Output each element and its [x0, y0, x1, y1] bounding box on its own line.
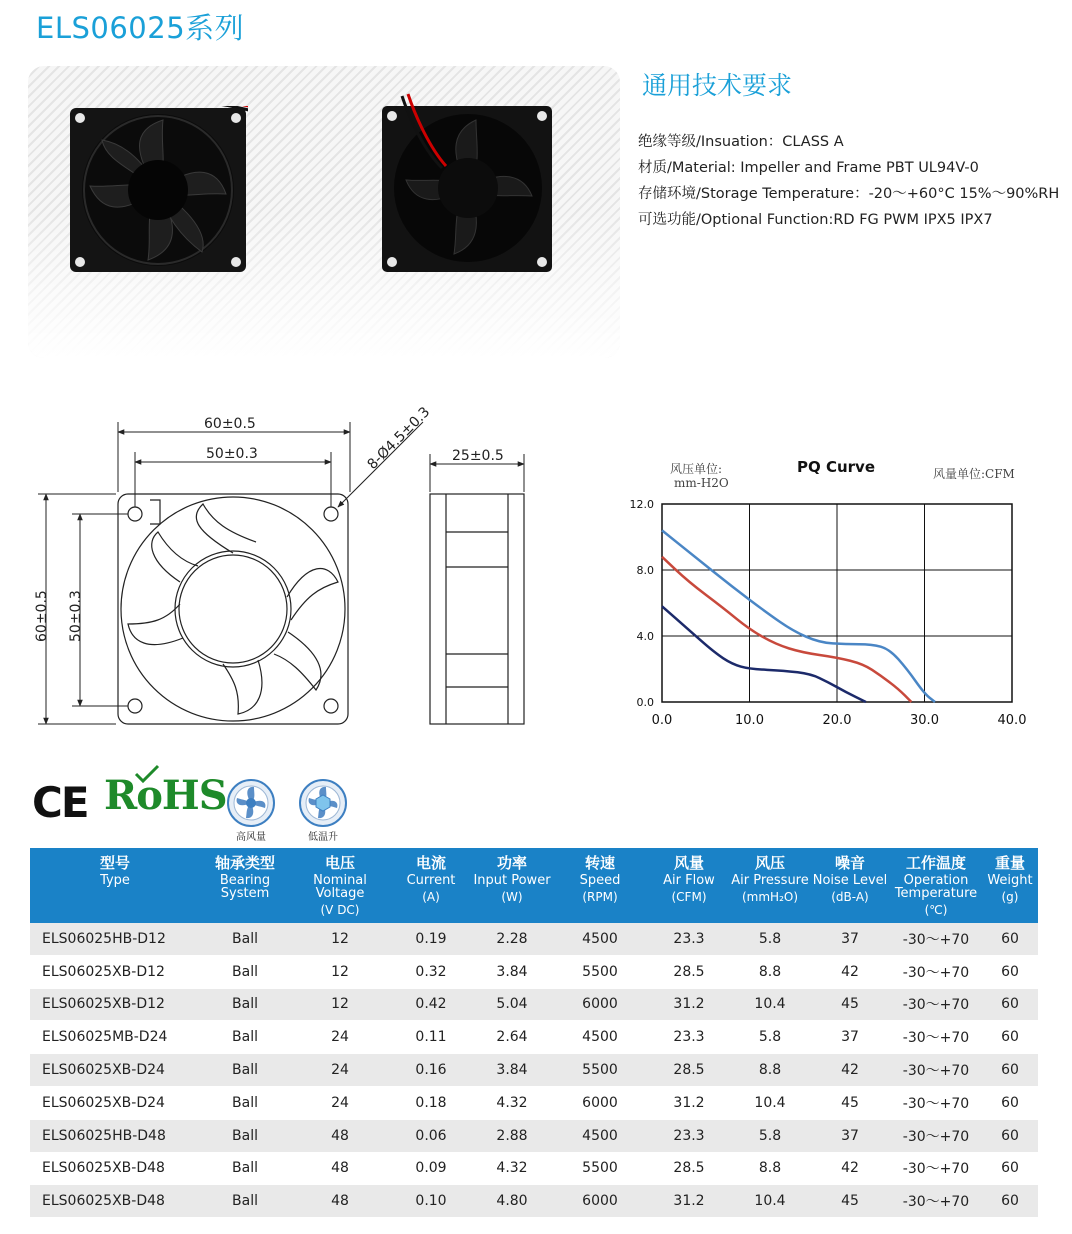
column-header-en: Speed	[579, 873, 621, 888]
table-cell: 0.11	[390, 1021, 472, 1054]
technical-drawing	[28, 392, 548, 742]
table-cell: 42	[810, 1054, 890, 1087]
table-cell: 8.8	[730, 1152, 810, 1185]
chart-xlabel: 风量单位:CFM	[933, 467, 1015, 481]
table-cell: 28.5	[648, 1152, 730, 1185]
table-cell: 10.4	[730, 1086, 810, 1119]
table-cell: ELS06025XB-D24	[30, 1086, 200, 1119]
column-header-zh: 电流	[415, 854, 446, 872]
table-cell: 2.88	[472, 1119, 552, 1152]
table-row	[30, 955, 1038, 988]
column-header-unit: (W)	[501, 890, 523, 904]
table-cell: 48	[290, 1119, 390, 1152]
table-cell: 0.18	[390, 1086, 472, 1119]
table-header-row	[30, 848, 1038, 923]
table-cell: 23.3	[648, 1021, 730, 1054]
table-cell: 12	[290, 955, 390, 988]
low-temp-rise-label: 低温升	[308, 832, 338, 843]
table-cell: 37	[810, 1119, 890, 1152]
table-cell: 0.06	[390, 1119, 472, 1152]
table-cell: 8.8	[730, 955, 810, 988]
table-cell: 24	[290, 1086, 390, 1119]
fan-back-photo	[380, 90, 555, 275]
low-temp-rise-badge-icon	[298, 778, 348, 828]
column-header-unit: (V DC)	[320, 903, 360, 917]
table-cell: Ball	[200, 923, 290, 955]
column-header-en: Current	[406, 873, 456, 888]
table-cell: -30～+70	[890, 988, 982, 1021]
table-cell: 24	[290, 1054, 390, 1087]
table-row	[30, 1086, 1038, 1119]
table-cell: Ball	[200, 1185, 290, 1218]
table-cell: Ball	[200, 1054, 290, 1087]
table-cell: 5.8	[730, 1021, 810, 1054]
y-tick-label: 12.0	[629, 498, 654, 511]
high-airflow-badge-icon	[226, 778, 276, 828]
table-row	[30, 1185, 1038, 1218]
table-cell: 42	[810, 955, 890, 988]
table-cell: ELS06025XB-D12	[30, 955, 200, 988]
spec-optional: 可选功能/Optional Function:RD FG PWM IPX5 IPX7	[638, 212, 993, 228]
column-header-zh: 轴承类型	[214, 854, 275, 872]
dim-height-label: 60±0.5	[34, 590, 50, 642]
table-cell: 60	[982, 955, 1038, 988]
table-cell: 4.32	[472, 1086, 552, 1119]
table-cell: 60	[982, 1119, 1038, 1152]
table-row	[30, 1152, 1038, 1185]
column-header-zh: 功率	[496, 854, 527, 872]
table-cell: 3.84	[472, 955, 552, 988]
table-cell: 6000	[552, 1185, 648, 1218]
table-cell: 60	[982, 1086, 1038, 1119]
table-cell: 4500	[552, 1021, 648, 1054]
table-cell: 24	[290, 1021, 390, 1054]
column-header-unit: (A)	[422, 890, 440, 904]
column-header-zh: 风量	[673, 854, 704, 872]
dim-width-label: 60±0.5	[204, 416, 256, 432]
table-cell: -30～+70	[890, 1086, 982, 1119]
table-row	[30, 988, 1038, 1021]
table-cell: 60	[982, 923, 1038, 955]
table-cell: 5500	[552, 1054, 648, 1087]
table-cell: 60	[982, 1185, 1038, 1218]
column-header	[810, 848, 890, 923]
table-cell: -30～+70	[890, 1054, 982, 1087]
x-tick-label: 20.0	[822, 713, 852, 728]
high-airflow-label: 高风量	[236, 832, 266, 843]
table-row	[30, 1021, 1038, 1054]
table-cell: 31.2	[648, 1185, 730, 1218]
table-cell: Ball	[200, 1086, 290, 1119]
spec-material: 材质/Material: Impeller and Frame PBT UL94V-0	[638, 160, 979, 176]
column-header	[730, 848, 810, 923]
column-header-en: Nominal Voltage	[313, 873, 367, 901]
column-header-en: Air Flow	[663, 873, 715, 888]
table-cell: Ball	[200, 1021, 290, 1054]
specs-heading: 通用技术要求	[642, 71, 793, 100]
column-header	[552, 848, 648, 923]
table-row	[30, 1119, 1038, 1152]
table-cell: ELS06025MB-D24	[30, 1021, 200, 1054]
column-header-zh: 风压	[754, 854, 785, 872]
column-header	[200, 848, 290, 923]
spec-storage: 存储环境/Storage Temperature：-20～+60°C 15%～90%RH	[638, 186, 1060, 202]
y-tick-label: 4.0	[636, 630, 654, 643]
table-cell: 2.64	[472, 1021, 552, 1054]
column-header	[30, 848, 200, 923]
table-cell: ELS06025HB-D48	[30, 1119, 200, 1152]
table-cell: 0.09	[390, 1152, 472, 1185]
table-cell: 48	[290, 1185, 390, 1218]
table-cell: 45	[810, 1086, 890, 1119]
column-header	[982, 848, 1038, 923]
table-cell: -30～+70	[890, 923, 982, 955]
table-cell: -30～+70	[890, 1119, 982, 1152]
table-cell: ELS06025XB-D48	[30, 1152, 200, 1185]
table-cell: -30～+70	[890, 1185, 982, 1218]
spec-insulation: 绝缘等级/Insuation：CLASS A	[638, 134, 844, 150]
x-tick-label: 40.0	[997, 713, 1027, 728]
column-header-en: Noise Level	[812, 873, 888, 888]
column-header-zh: 工作温度	[905, 854, 966, 872]
table-cell: 2.28	[472, 923, 552, 955]
table-cell: 31.2	[648, 988, 730, 1021]
table-cell: 23.3	[648, 1119, 730, 1152]
table-cell: 5500	[552, 1152, 648, 1185]
spec-table	[30, 848, 1038, 1218]
table-cell: 48	[290, 1152, 390, 1185]
chart-title: PQ Curve	[797, 458, 876, 476]
table-cell: 0.42	[390, 988, 472, 1021]
y-tick-label: 0.0	[636, 696, 654, 709]
column-header	[472, 848, 552, 923]
column-header-zh: 噪音	[834, 854, 865, 872]
column-header-unit: (CFM)	[671, 890, 707, 904]
table-cell: 0.16	[390, 1054, 472, 1087]
table-cell: Ball	[200, 988, 290, 1021]
table-cell: 6000	[552, 988, 648, 1021]
table-cell: 6000	[552, 1086, 648, 1119]
dim-hole-spacing-label: 50±0.3	[206, 446, 258, 462]
table-cell: 4.32	[472, 1152, 552, 1185]
column-header	[390, 848, 472, 923]
column-header-en: Operation Temperature	[894, 873, 978, 901]
x-tick-label: 0.0	[651, 713, 673, 728]
table-cell: 45	[810, 988, 890, 1021]
table-cell: -30～+70	[890, 1021, 982, 1054]
chart-ylabel: 风压单位:	[670, 462, 723, 476]
column-header-zh: 转速	[584, 854, 615, 872]
table-cell: 8.8	[730, 1054, 810, 1087]
table-cell: 60	[982, 1152, 1038, 1185]
table-row	[30, 1054, 1038, 1087]
table-cell: 4.80	[472, 1185, 552, 1218]
table-cell: 5.8	[730, 923, 810, 955]
page-title: ELS06025系列	[36, 11, 245, 45]
table-row	[30, 923, 1038, 955]
table-cell: 37	[810, 923, 890, 955]
column-header-en: Type	[100, 873, 130, 888]
dim-vertical-spacing-label: 50±0.3	[68, 590, 84, 642]
y-tick-label: 8.0	[636, 564, 654, 577]
table-cell: ELS06025HB-D12	[30, 923, 200, 955]
table-cell: -30～+70	[890, 955, 982, 988]
ce-mark: CE	[32, 778, 88, 827]
table-cell: 28.5	[648, 955, 730, 988]
table-cell: Ball	[200, 955, 290, 988]
x-tick-label: 30.0	[910, 713, 939, 728]
table-cell: ELS06025XB-D12	[30, 988, 200, 1021]
table-cell: 31.2	[648, 1086, 730, 1119]
table-cell: 5.8	[730, 1119, 810, 1152]
column-header	[890, 848, 982, 923]
table-cell: 12	[290, 988, 390, 1021]
fan-front-photo	[68, 106, 248, 276]
column-header-unit: (℃)	[924, 903, 948, 917]
table-cell: Ball	[200, 1152, 290, 1185]
rohs-logo: RoHS	[104, 772, 227, 819]
table-cell: 0.10	[390, 1185, 472, 1218]
table-cell: 28.5	[648, 1054, 730, 1087]
table-cell: 5.04	[472, 988, 552, 1021]
column-header-en: Input Power	[473, 873, 551, 888]
table-cell: ELS06025XB-D24	[30, 1054, 200, 1087]
pq-curve-chart	[620, 490, 1060, 735]
table-cell: 23.3	[648, 923, 730, 955]
column-header-en: Weight	[987, 873, 1033, 888]
column-header-unit: (mmH₂O)	[741, 890, 799, 904]
column-header-zh: 型号	[99, 854, 130, 872]
table-cell: 4500	[552, 923, 648, 955]
column-header-en: Air Pressure	[731, 873, 809, 888]
column-header-unit: (RPM)	[582, 890, 618, 904]
table-cell: 10.4	[730, 988, 810, 1021]
table-cell: 5500	[552, 955, 648, 988]
column-header	[648, 848, 730, 923]
column-header-en: Bearing System	[219, 873, 271, 901]
table-cell: 10.4	[730, 1185, 810, 1218]
table-cell: 60	[982, 988, 1038, 1021]
column-header-unit: (dB-A)	[831, 890, 869, 904]
table-cell: 45	[810, 1185, 890, 1218]
x-tick-label: 10.0	[735, 713, 764, 728]
chart-ylabel-unit: mm-H2O	[674, 476, 729, 490]
table-cell: 37	[810, 1021, 890, 1054]
table-cell: 0.32	[390, 955, 472, 988]
table-cell: 4500	[552, 1119, 648, 1152]
column-header-zh: 重量	[994, 854, 1025, 872]
table-cell: 3.84	[472, 1054, 552, 1087]
table-cell: 0.19	[390, 923, 472, 955]
table-cell: 12	[290, 923, 390, 955]
product-photo-panel	[28, 66, 620, 358]
column-header-zh: 电压	[324, 854, 355, 872]
table-cell: 60	[982, 1054, 1038, 1087]
column-header	[290, 848, 390, 923]
column-header-unit: (g)	[1001, 890, 1019, 904]
dim-depth-label: 25±0.5	[452, 448, 504, 464]
table-cell: 42	[810, 1152, 890, 1185]
dim-hole-label: 8-Ø4.5±0.3	[364, 404, 434, 473]
table-cell: 60	[982, 1021, 1038, 1054]
rohs-check-icon	[134, 764, 160, 784]
table-cell: ELS06025XB-D48	[30, 1185, 200, 1218]
table-cell: Ball	[200, 1119, 290, 1152]
table-cell: -30～+70	[890, 1152, 982, 1185]
